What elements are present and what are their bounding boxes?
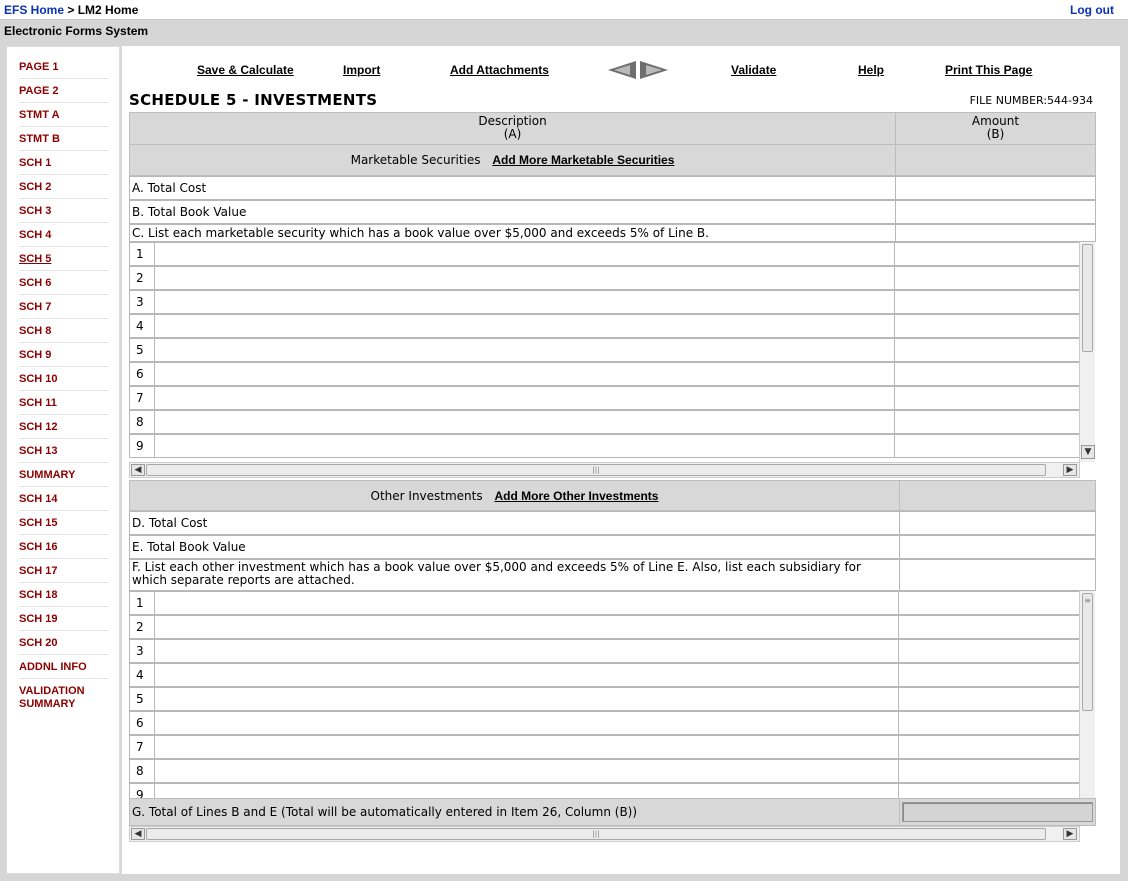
help-button[interactable]: Help xyxy=(858,63,885,77)
other-row-amount-input[interactable] xyxy=(898,663,1079,687)
marketable-securities-list[interactable] xyxy=(129,242,1079,462)
scroll-right-icon[interactable]: ▶ xyxy=(1063,828,1077,840)
right-arrow-icon[interactable] xyxy=(640,61,668,79)
sidebar-item-label: SCH 2 xyxy=(19,181,52,193)
other-row-amount-input[interactable] xyxy=(898,783,1079,798)
sidebar-item-sch-16[interactable] xyxy=(19,535,109,559)
scroll-right-icon[interactable]: ▶ xyxy=(1063,464,1077,476)
other-amount-header xyxy=(899,480,1096,511)
marketable-row-number: 6 xyxy=(129,362,155,386)
scrollbar-thumb[interactable]: ||| xyxy=(146,464,1046,476)
marketable-row-amount-input[interactable] xyxy=(894,434,1079,458)
line-e-label: E. Total Book Value xyxy=(129,535,900,559)
other-row-description-input[interactable] xyxy=(154,591,902,615)
line-c-amount xyxy=(895,224,1096,242)
line-f-amount xyxy=(899,559,1096,591)
marketable-securities-title: Marketable Securities xyxy=(350,153,481,167)
system-name: Electronic Forms System xyxy=(4,24,149,38)
description-header-code: (A) xyxy=(503,127,522,141)
left-arrow-icon[interactable] xyxy=(608,61,636,79)
sidebar-item-sch-3[interactable] xyxy=(19,199,109,223)
line-g-total-field xyxy=(902,802,1093,822)
sidebar-item-sch-20[interactable] xyxy=(19,631,109,655)
other-row-description-input[interactable] xyxy=(154,615,902,639)
sidebar-item-sch-6[interactable] xyxy=(19,271,109,295)
sidebar-item-label: SCH 6 xyxy=(19,277,52,289)
main-panel xyxy=(122,46,1120,874)
line-a-label: A. Total Cost xyxy=(129,176,896,200)
other-row-number: 9 xyxy=(129,783,155,798)
other-row-number: 7 xyxy=(129,735,155,759)
other-row-number: 8 xyxy=(129,759,155,783)
marketable-row-description-input[interactable] xyxy=(154,290,895,314)
sidebar-item-label: ADDNL INFO xyxy=(19,661,87,673)
sidebar-item-sch-19[interactable] xyxy=(19,607,109,631)
file-number: FILE NUMBER:544-934 xyxy=(969,94,1093,107)
other-row-description-input[interactable] xyxy=(154,735,902,759)
line-g-amount-cell xyxy=(899,798,1096,826)
scroll-left-icon[interactable]: ◀ xyxy=(131,828,145,840)
sidebar-item-sch-12[interactable] xyxy=(19,415,109,439)
description-column-header xyxy=(129,112,896,145)
scrollbar-thumb[interactable]: ||| xyxy=(146,828,1046,840)
marketable-horizontal-scrollbar[interactable] xyxy=(129,462,1080,478)
add-other-investments-link[interactable]: Add More Other Investments xyxy=(494,489,659,503)
sidebar xyxy=(6,46,120,874)
print-page-button[interactable]: Print This Page xyxy=(945,63,1033,77)
other-row-amount-input[interactable] xyxy=(898,615,1079,639)
marketable-row-description-input[interactable] xyxy=(154,242,895,266)
marketable-row-description-input[interactable] xyxy=(154,338,895,362)
sidebar-item-label: SCH 14 xyxy=(19,493,58,505)
other-investments-list[interactable] xyxy=(129,591,1079,798)
other-row-amount-input[interactable] xyxy=(898,639,1079,663)
marketable-row-number: 5 xyxy=(129,338,155,362)
marketable-row-number: 1 xyxy=(129,242,155,266)
marketable-row-number: 2 xyxy=(129,266,155,290)
sidebar-item-label: SCH 15 xyxy=(19,517,58,529)
efs-home-link[interactable]: EFS Home xyxy=(4,3,65,17)
marketable-row-number: 3 xyxy=(129,290,155,314)
other-row-number: 2 xyxy=(129,615,155,639)
sidebar-item-label: SCH 16 xyxy=(19,541,58,553)
sidebar-item-label: SCH 8 xyxy=(19,325,52,337)
scroll-left-icon[interactable]: ◀ xyxy=(131,464,145,476)
sidebar-item-label: VALIDATION SUMMARY xyxy=(19,685,85,710)
sidebar-item-sch-15[interactable] xyxy=(19,511,109,535)
sidebar-item-label: SCH 7 xyxy=(19,301,52,313)
line-d-label: D. Total Cost xyxy=(129,511,900,535)
sidebar-item-label: STMT A xyxy=(19,109,60,121)
sidebar-item-label: SUMMARY xyxy=(19,469,76,481)
description-header-label: Description xyxy=(478,114,547,128)
other-row-number: 5 xyxy=(129,687,155,711)
sidebar-item-sch-7[interactable] xyxy=(19,295,109,319)
sidebar-item-label: SCH 1 xyxy=(19,157,52,169)
other-row-description-input[interactable] xyxy=(154,663,902,687)
line-f-label: F. List each other investment which has a book value over $5,000 and exceeds 5% of Line E. Also, list each subsidiary for which separate reports are attached. xyxy=(129,559,900,591)
sidebar-item-sch-2[interactable] xyxy=(19,175,109,199)
other-investments-title: Other Investments xyxy=(370,489,483,503)
marketable-row-description-input[interactable] xyxy=(154,386,895,410)
sidebar-item-sch-1[interactable] xyxy=(19,151,109,175)
sidebar-item-stmt-b[interactable] xyxy=(19,127,109,151)
sidebar-item-validation-summary[interactable] xyxy=(19,679,109,717)
marketable-row-number: 8 xyxy=(129,410,155,434)
validate-button[interactable]: Validate xyxy=(731,63,777,77)
breadcrumb xyxy=(4,3,138,17)
line-e-amount[interactable] xyxy=(899,535,1096,559)
sidebar-item-label: SCH 20 xyxy=(19,637,58,649)
sidebar-item-addnl-info[interactable] xyxy=(19,655,109,679)
add-attachments-button[interactable]: Add Attachments xyxy=(450,63,549,77)
sidebar-item-sch-18[interactable] xyxy=(19,583,109,607)
breadcrumb-current: LM2 Home xyxy=(77,3,139,17)
line-a-amount[interactable] xyxy=(895,176,1096,200)
other-row-description-input[interactable] xyxy=(154,639,902,663)
marketable-row-amount-input[interactable] xyxy=(894,338,1079,362)
page-title: SCHEDULE 5 - INVESTMENTS xyxy=(129,91,378,109)
scrollbar-thumb[interactable]: ≡ xyxy=(1082,593,1093,711)
line-d-amount[interactable] xyxy=(899,511,1096,535)
other-row-description-input[interactable] xyxy=(154,687,902,711)
marketable-row-description-input[interactable] xyxy=(154,266,895,290)
marketable-vertical-scrollbar[interactable] xyxy=(1079,242,1095,462)
other-row-description-input[interactable] xyxy=(154,759,902,783)
sidebar-item-label: SCH 18 xyxy=(19,589,58,601)
top-bar xyxy=(0,0,1128,20)
marketable-row-amount-input[interactable] xyxy=(894,266,1079,290)
other-row-number: 4 xyxy=(129,663,155,687)
sidebar-item-label: SCH 13 xyxy=(19,445,58,457)
marketable-row-number: 7 xyxy=(129,386,155,410)
other-row-amount-input[interactable] xyxy=(898,759,1079,783)
logout-link[interactable]: Log out xyxy=(1070,3,1114,17)
sidebar-item-label: SCH 9 xyxy=(19,349,52,361)
sidebar-item-sch-5[interactable] xyxy=(19,247,109,271)
other-row-amount-input[interactable] xyxy=(898,711,1079,735)
sidebar-item-sch-13[interactable] xyxy=(19,439,109,463)
marketable-row-description-input[interactable] xyxy=(154,362,895,386)
other-row-description-input[interactable] xyxy=(154,783,902,798)
sidebar-item-sch-9[interactable] xyxy=(19,343,109,367)
sidebar-item-label: SCH 5 xyxy=(19,253,52,265)
marketable-row-number: 4 xyxy=(129,314,155,338)
other-row-amount-input[interactable] xyxy=(898,687,1079,711)
scrollbar-thumb[interactable] xyxy=(1082,244,1093,352)
sidebar-item-label: PAGE 2 xyxy=(19,85,59,97)
line-b-amount[interactable] xyxy=(895,200,1096,224)
marketable-row-amount-input[interactable] xyxy=(894,362,1079,386)
marketable-row-amount-input[interactable] xyxy=(894,314,1079,338)
sidebar-item-sch-11[interactable] xyxy=(19,391,109,415)
sidebar-item-stmt-a[interactable] xyxy=(19,103,109,127)
other-investments-header xyxy=(129,480,900,511)
sidebar-item-label: SCH 4 xyxy=(19,229,52,241)
sidebar-item-summary[interactable] xyxy=(19,463,109,487)
marketable-row-description-input[interactable] xyxy=(154,314,895,338)
marketable-row-amount-input[interactable] xyxy=(894,386,1079,410)
sidebar-item-label: SCH 11 xyxy=(19,397,57,409)
sidebar-item-label: PAGE 1 xyxy=(19,61,59,73)
sidebar-item-page-2[interactable] xyxy=(19,79,109,103)
amount-column-header xyxy=(895,112,1096,145)
other-row-description-input[interactable] xyxy=(154,711,902,735)
sidebar-item-label: SCH 10 xyxy=(19,373,58,385)
sidebar-item-label: SCH 12 xyxy=(19,421,58,433)
other-row-amount-input[interactable] xyxy=(898,735,1079,759)
sidebar-item-label: STMT B xyxy=(19,133,60,145)
marketable-row-amount-input[interactable] xyxy=(894,410,1079,434)
marketable-row-amount-input[interactable] xyxy=(894,290,1079,314)
sidebar-item-sch-4[interactable] xyxy=(19,223,109,247)
marketable-row-number: 9 xyxy=(129,434,155,458)
sidebar-item-sch-10[interactable] xyxy=(19,367,109,391)
line-b-label: B. Total Book Value xyxy=(129,200,896,224)
other-row-number: 3 xyxy=(129,639,155,663)
line-c-label: C. List each marketable security which has a book value over $5,000 and exceeds 5% of Line B. xyxy=(129,224,896,242)
other-row-number: 1 xyxy=(129,591,155,615)
scroll-down-icon[interactable]: ▼ xyxy=(1081,445,1095,459)
marketable-amount-header xyxy=(895,144,1096,176)
sidebar-item-page-1[interactable] xyxy=(19,55,109,79)
marketable-row-description-input[interactable] xyxy=(154,434,895,458)
sidebar-item-label: SCH 17 xyxy=(19,565,58,577)
other-row-number: 6 xyxy=(129,711,155,735)
amount-header-code: (B) xyxy=(986,127,1005,141)
amount-header-label: Amount xyxy=(971,114,1020,128)
line-g-label: G. Total of Lines B and E (Total will be automatically entered in Item 26, Column (B)) xyxy=(129,798,900,826)
other-row-amount-input[interactable] xyxy=(898,591,1079,615)
import-button[interactable]: Import xyxy=(343,63,381,77)
sidebar-item-label: SCH 19 xyxy=(19,613,58,625)
sidebar-item-sch-17[interactable] xyxy=(19,559,109,583)
other-vertical-scrollbar[interactable] xyxy=(1079,591,1095,798)
marketable-securities-header xyxy=(129,144,896,176)
breadcrumb-separator: > xyxy=(64,3,78,17)
sidebar-item-label: SCH 3 xyxy=(19,205,52,217)
other-horizontal-scrollbar[interactable] xyxy=(129,826,1080,842)
marketable-row-description-input[interactable] xyxy=(154,410,895,434)
sidebar-item-sch-14[interactable] xyxy=(19,487,109,511)
add-marketable-securities-link[interactable]: Add More Marketable Securities xyxy=(492,153,675,167)
save-calculate-button[interactable]: Save & Calculate xyxy=(197,63,294,77)
sidebar-item-sch-8[interactable] xyxy=(19,319,109,343)
marketable-row-amount-input[interactable] xyxy=(894,242,1079,266)
